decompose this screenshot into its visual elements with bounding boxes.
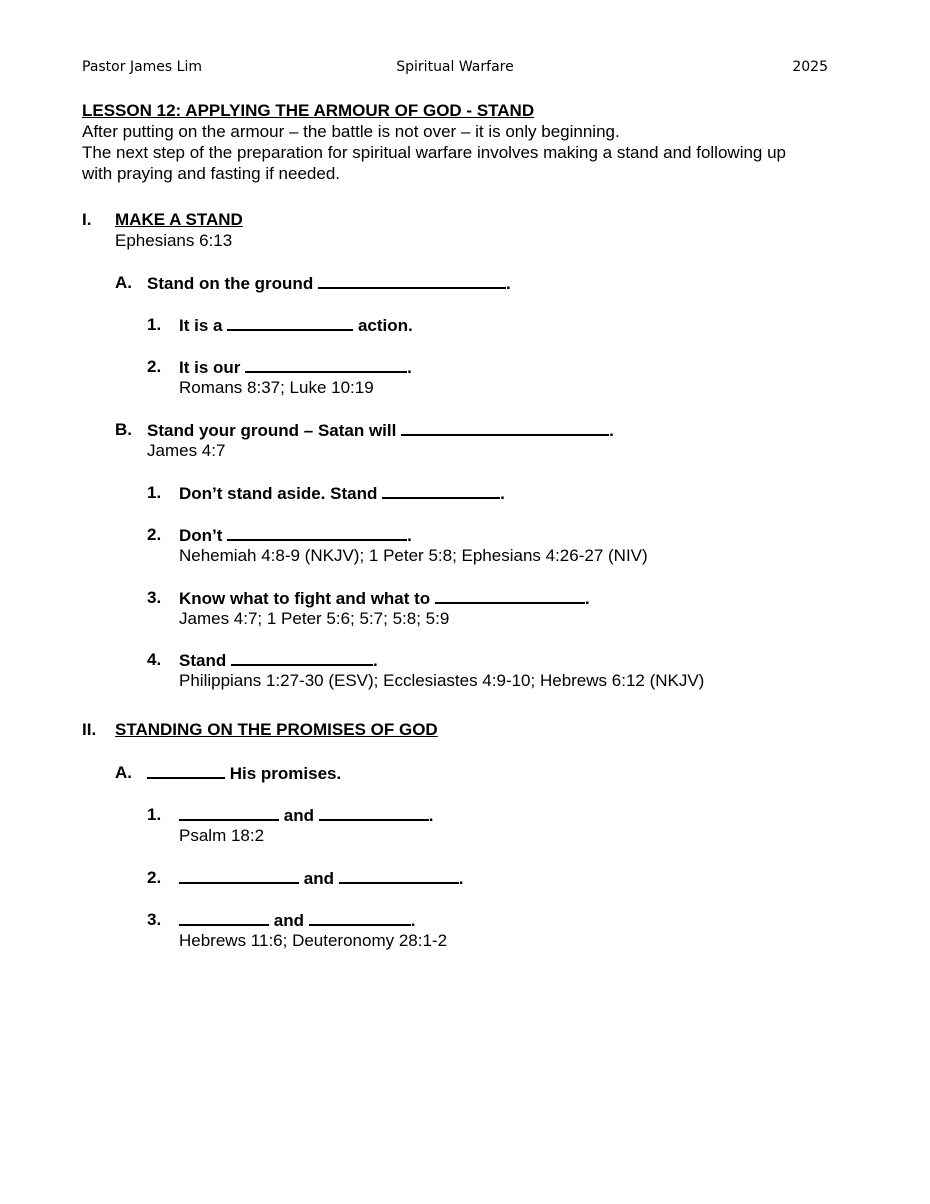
intro-line-3: with praying and fasting if needed. [82,164,341,183]
item-1b3 [179,587,590,609]
item-1a1-before: It is a [179,316,223,335]
fill-in-blank[interactable] [339,867,459,884]
section-2-numeral: II. [82,720,97,739]
fill-in-blank[interactable] [435,587,585,604]
item-2a1-reference: Psalm 18:2 [179,826,265,845]
lesson-title: LESSON 12: APPLYING THE ARMOUR OF GOD - STAND [82,101,535,120]
item-2a3-end: . [410,911,416,930]
point-1b-letter: B. [115,420,132,439]
item-2a2-number: 2. [147,868,162,887]
item-2a3-reference: Hebrews 11:6; Deuteronomy 28:1-2 [179,931,448,950]
point-1a-end: . [505,274,511,293]
item-1a1-number: 1. [147,315,162,334]
header-series: Spiritual Warfare [396,59,514,75]
section-1-heading: MAKE A STAND [115,210,243,229]
item-2a1-end: . [428,806,434,825]
point-1b-text: Stand your ground – Satan will [147,421,397,440]
point-1a [147,272,511,294]
point-1b [147,419,614,441]
item-1b4 [179,649,378,671]
item-1a2-number: 2. [147,357,162,376]
point-2a [147,762,341,784]
header-author: Pastor James Lim [82,59,202,75]
intro-line-2: The next step of the preparation for spiritual warfare involves making a stand and following up [82,143,787,162]
item-1a2 [179,356,412,378]
item-1b2-before: Don’t [179,526,223,545]
point-2a-text: His promises. [229,764,342,783]
item-2a3-number: 3. [147,910,162,929]
item-1b3-before: Know what to fight and what to [179,589,431,608]
item-1b2-after: . [407,526,412,545]
item-2a2 [179,867,463,889]
item-1b3-number: 3. [147,588,162,607]
item-1a2-before: It is our [179,358,241,377]
point-2a-letter: A. [115,763,132,782]
fill-in-blank[interactable] [309,909,411,926]
item-1a1-after: action. [357,316,413,335]
item-2a1-number: 1. [147,805,162,824]
section-1-reference: Ephesians 6:13 [115,231,233,250]
item-2a3-mid: and [273,911,304,930]
point-1a-text: Stand on the ground [147,274,314,293]
item-1b1-number: 1. [147,483,162,502]
fill-in-blank[interactable] [227,314,353,331]
item-1a2-after: . [407,358,412,377]
fill-in-blank[interactable] [401,419,609,436]
item-1b4-before: Stand [179,651,227,670]
item-1b3-after: . [584,589,590,608]
fill-in-blank[interactable] [147,762,225,779]
item-1b1-after: . [500,484,505,503]
item-1b2-number: 2. [147,525,162,544]
point-1b-end: . [609,421,614,440]
item-2a2-end: . [458,869,464,888]
section-2-heading: STANDING ON THE PROMISES OF GOD [115,720,438,739]
section-1-numeral: I. [82,210,92,229]
item-1b4-number: 4. [147,650,162,669]
fill-in-blank[interactable] [382,482,500,499]
item-1b2 [179,524,412,546]
fill-in-blank[interactable] [231,649,373,666]
fill-in-blank[interactable] [227,524,407,541]
running-header [82,57,828,77]
item-2a3 [179,909,415,931]
item-1b4-after: . [372,651,378,670]
item-2a2-mid: and [303,869,334,888]
point-1b-reference: James 4:7 [147,441,226,460]
fill-in-blank[interactable] [179,909,269,926]
intro-line-1: After putting on the armour – the battle is not over – it is only beginning. [82,122,620,141]
item-1b1-before: Don’t stand aside. Stand [179,484,378,503]
point-1a-letter: A. [115,273,132,292]
item-1b4-reference: Philippians 1:27-30 (ESV); Ecclesiastes 4:9-10; Hebrews 6:12 (NKJV) [179,671,705,690]
fill-in-blank[interactable] [318,272,506,289]
item-1b1 [179,482,505,504]
item-1b2-reference: Nehemiah 4:8-9 (NKJV); 1 Peter 5:8; Ephesians 4:26-27 (NIV) [179,546,648,565]
item-1a2-reference: Romans 8:37; Luke 10:19 [179,378,374,397]
fill-in-blank[interactable] [319,804,429,821]
item-2a1-mid: and [283,806,314,825]
fill-in-blank[interactable] [245,356,407,373]
item-1b3-reference: James 4:7; 1 Peter 5:6; 5:7; 5:8; 5:9 [179,609,450,628]
fill-in-blank[interactable] [179,804,279,821]
header-year: 2025 [792,59,828,75]
fill-in-blank[interactable] [179,867,299,884]
item-2a1 [179,804,433,826]
item-1a1 [179,314,413,336]
